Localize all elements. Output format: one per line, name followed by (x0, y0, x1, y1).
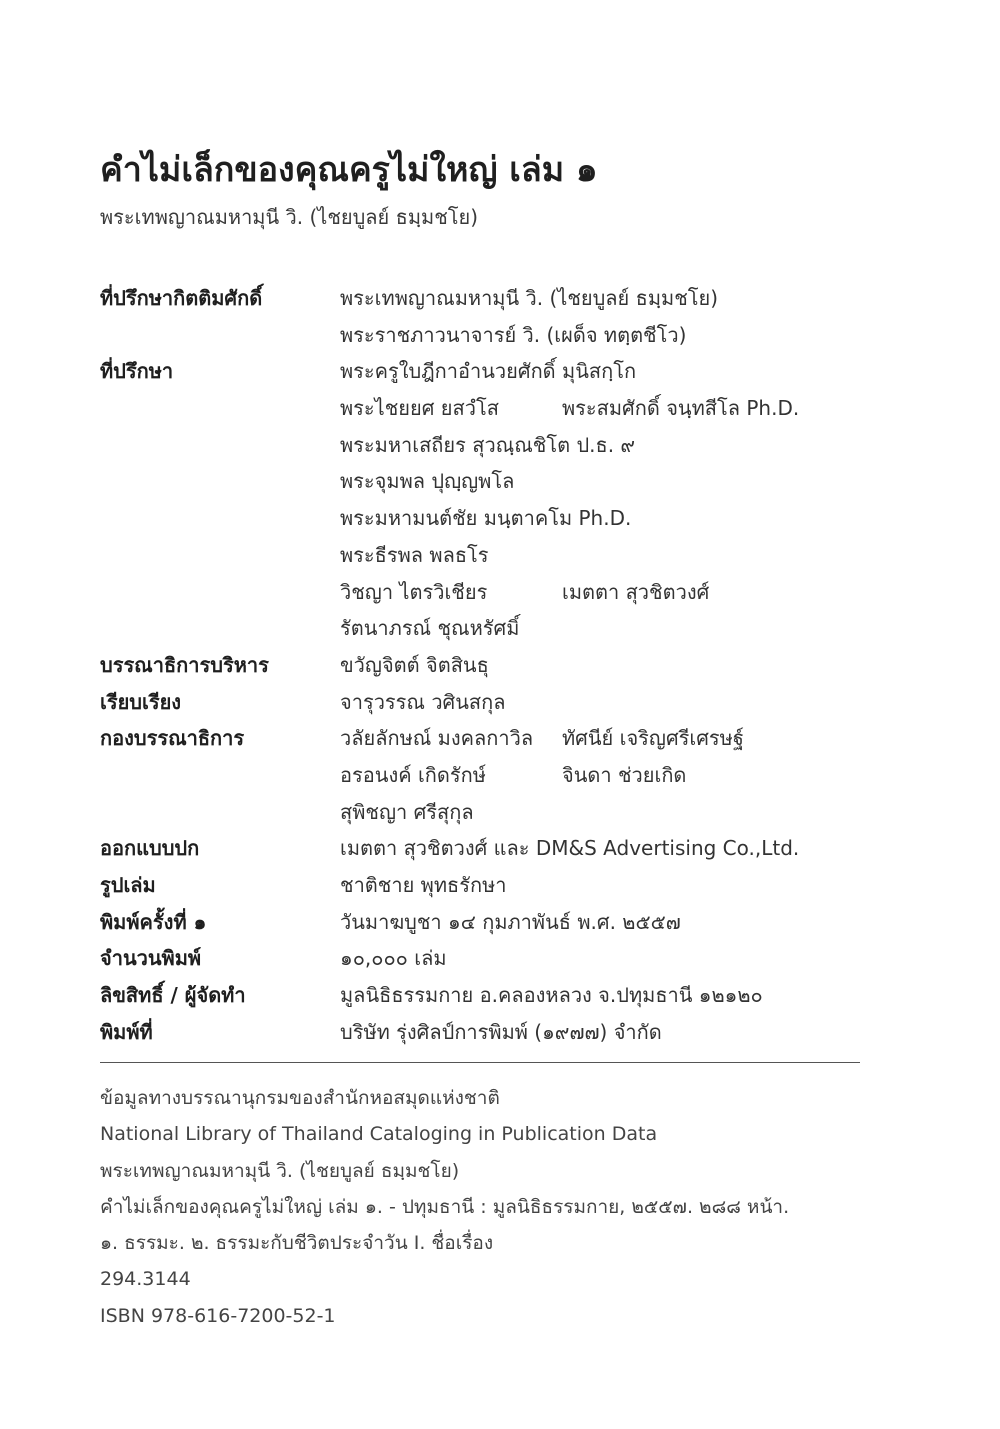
credit-row (100, 757, 900, 794)
credit-row (100, 904, 900, 941)
credit-value: พระครูใบฎีกาอำนวยศักดิ์ มุนิสกฺโก (340, 359, 637, 384)
section-divider (100, 1062, 860, 1063)
credit-value: ๑๐,๐๐๐ เล่ม (340, 946, 447, 971)
credit-row (100, 280, 900, 317)
credit-row (100, 610, 900, 647)
credit-row (100, 390, 900, 427)
credit-row (100, 537, 900, 574)
credit-label: เรียบเรียง (100, 689, 182, 714)
cip-heading-thai: ข้อมูลทางบรรณานุกรมของสำนักหอสมุดแห่งชาติ (100, 1087, 500, 1109)
credit-label: จำนวนพิมพ์ (100, 946, 202, 971)
credit-value: อรอนงค์ เกิดรักษ์ (340, 762, 486, 787)
credit-label: พิมพ์ครั้งที่ ๑ (100, 909, 207, 934)
credit-value: วิชญา ไตรวิเชียร (340, 579, 488, 604)
credit-row (100, 353, 900, 390)
credit-label: ออกแบบปก (100, 836, 200, 861)
book-title: คำไม่เล็กของคุณครูไม่ใหญ่ เล่ม ๑ (100, 150, 598, 190)
credit-value: พระราชภาวนาจารย์ วิ. (เผด็จ ทตฺตชีโว) (340, 322, 687, 347)
credit-row (100, 940, 900, 977)
cip-classification: 294.3144 (100, 1268, 191, 1291)
credit-row (100, 500, 900, 537)
credit-row (100, 463, 900, 500)
credit-label: ที่ปรึกษากิตติมศักดิ์ (100, 286, 263, 310)
credit-value: พระจุมพล ปุญฺญพโล (340, 469, 515, 494)
credit-value: พระไชยยศ ยสวํโส (340, 396, 499, 421)
credit-value: พระมหามนต์ชัย มนฺตาคโม Ph.D. (340, 506, 632, 531)
credit-row (100, 720, 900, 757)
credit-row (100, 1014, 900, 1051)
credit-label: ลิขสิทธิ์ / ผู้จัดทำ (100, 983, 246, 1008)
cip-heading-english: National Library of Thailand Cataloging in Publication Data (100, 1123, 658, 1146)
credit-value-second: ทัศนีย์ เจริญศรีเศรษฐ์ (562, 726, 744, 751)
cip-subjects: ๑. ธรรมะ. ๒. ธรรมะกับชีวิตประจำวัน I. ชื่อเรื่อง (100, 1232, 494, 1255)
credits-list (100, 280, 900, 1050)
credit-row (100, 684, 900, 721)
credit-value-second: พระสมศักดิ์ จนฺทสีโล Ph.D. (562, 396, 800, 421)
credit-value: พระธีรพล พลธโร (340, 542, 489, 567)
credit-row (100, 574, 900, 611)
cataloging-data (100, 1080, 900, 1334)
credit-row (100, 427, 900, 464)
credit-label: รูปเล่ม (100, 873, 156, 897)
credit-label: พิมพ์ที่ (100, 1019, 153, 1044)
cip-title-imprint: คำไม่เล็กของคุณครูไม่ใหญ่ เล่ม ๑. - ปทุมธานี : มูลนิธิธรรมกาย, ๒๕๕๗. ๒๘๘ หน้า. (100, 1195, 790, 1218)
credit-row (100, 977, 900, 1014)
credit-row (100, 830, 900, 867)
credit-value-second: เมตตา สุวชิตวงศ์ (562, 579, 710, 604)
credit-row (100, 867, 900, 904)
credit-value: พระเทพญาณมหามุนี วิ. (ไชยบูลย์ ธมฺมชโย) (340, 286, 719, 310)
book-author: พระเทพญาณมหามุนี วิ. (ไชยบูลย์ ธมฺมชโย) (100, 205, 479, 229)
credit-label: กองบรรณาธิการ (100, 726, 245, 751)
credit-value: ขวัญจิตต์ จิตสินธุ (340, 652, 489, 677)
credit-row (100, 317, 900, 354)
credit-value: รัตนาภรณ์ ชุณหรัศมิ์ (340, 616, 520, 641)
credit-label: ที่ปรึกษา (100, 359, 174, 384)
credit-label: บรรณาธิการบริหาร (100, 652, 269, 677)
credit-value: วันมาฆบูชา ๑๔ กุมภาพันธ์ พ.ศ. ๒๕๕๗ (340, 909, 681, 934)
credit-value: เมตตา สุวชิตวงศ์ และ DM&S Advertising Co.,Ltd. (340, 836, 800, 861)
credit-row (100, 647, 900, 684)
credit-value: จารุวรรณ วศินสกุล (340, 689, 506, 714)
credit-value: วลัยลักษณ์ มงคลกาวิล (340, 726, 534, 751)
cip-author: พระเทพญาณมหามุนี วิ. (ไชยบูลย์ ธมฺมชโย) (100, 1159, 460, 1182)
credit-value: พระมหาเสถียร สุวณฺณชิโต ป.ธ. ๙ (340, 432, 636, 457)
credit-value: มูลนิธิธรรมกาย อ.คลองหลวง จ.ปทุมธานี ๑๒๑๒๐ (340, 983, 763, 1008)
credit-row (100, 794, 900, 831)
credit-value: บริษัท รุ่งศิลป์การพิมพ์ (๑๙๗๗) จำกัด (340, 1019, 662, 1044)
credit-value-second: จินดา ช่วยเกิด (562, 762, 687, 787)
credit-value: สุพิชญา ศรีสุกุล (340, 799, 474, 824)
credit-value: ชาติชาย พุทธรักษา (340, 873, 507, 897)
cip-isbn: ISBN 978-616-7200-52-1 (100, 1304, 336, 1327)
